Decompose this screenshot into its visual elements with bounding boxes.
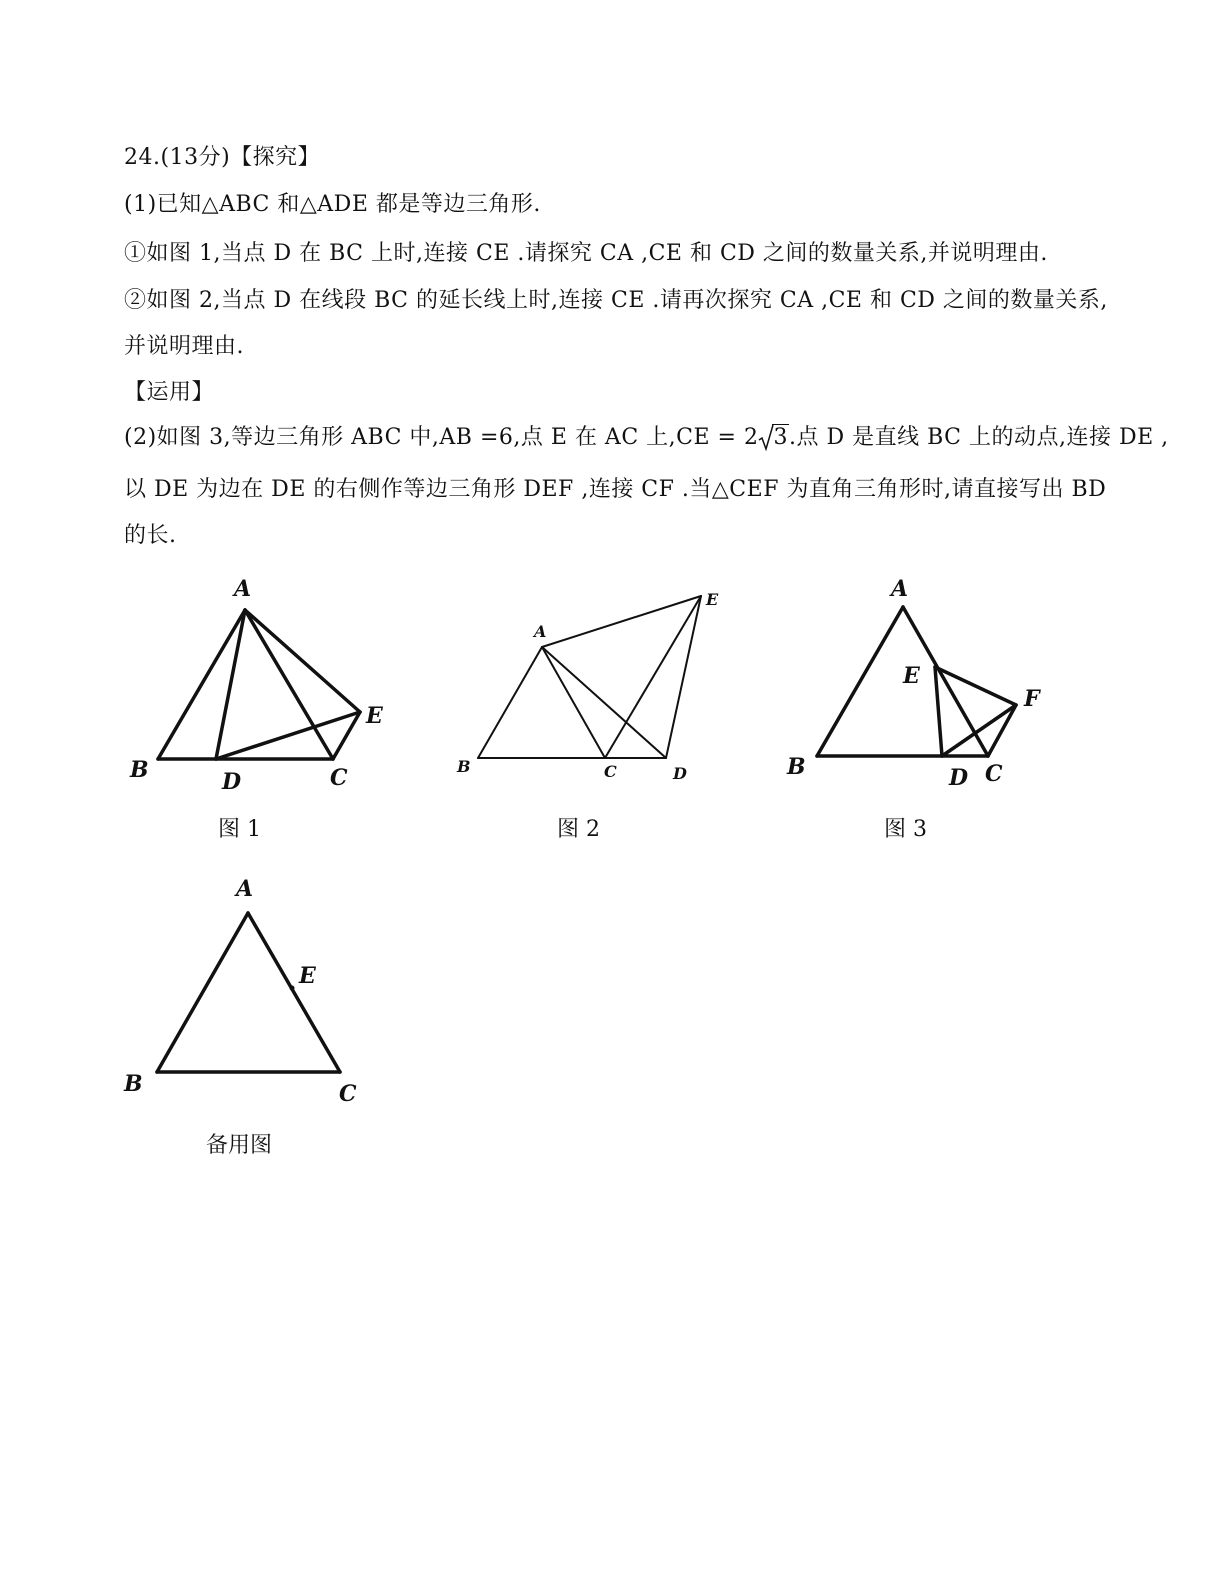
figure-2	[478, 596, 701, 758]
fig3-label-E: E	[903, 663, 920, 689]
part1-subquestion-1: ①如图 1,当点 D 在 BC 上时,连接 CE .请探究 CA ,CE 和 CD 之间的数量关系,并说明理由.	[124, 241, 1048, 266]
spare-label-B: B	[124, 1071, 143, 1097]
fig2-segment-CE	[605, 596, 701, 758]
fig3-label-C: C	[985, 761, 1003, 787]
part2-line1-before: (2)如图 3,等边三角形 ABC 中,AB =6,点 E 在 AC 上,CE = 2	[124, 425, 759, 450]
fig2-segment-AB	[478, 647, 542, 758]
fig2-label-B: B	[457, 757, 471, 776]
spare-segment-AC	[248, 913, 340, 1072]
spare-label-A: A	[236, 876, 254, 902]
part1-statement: (1)已知△ABC 和△ADE 都是等边三角形.	[124, 192, 541, 217]
part2-line2: 以 DE 为边在 DE 的右侧作等边三角形 DEF ,连接 CF .当△CEF 为直角三角形时,请直接写出 BD	[124, 477, 1107, 502]
sqrt-radicand: 3	[773, 425, 788, 450]
fig3-segment-AB	[817, 607, 903, 756]
problem-header: 24.(13分)【探究】	[124, 145, 321, 170]
fig2-segment-DE	[666, 596, 701, 758]
fig3-label-F: F	[1024, 686, 1040, 712]
fig3-segment-DF	[942, 705, 1016, 756]
fig2-label-D: D	[673, 764, 687, 783]
spare-segment-AB	[157, 913, 248, 1072]
fig3-label-D: D	[949, 765, 969, 791]
fig1-label-B: B	[130, 757, 149, 783]
fig3-segment-DE	[935, 667, 942, 756]
part2-line1-after: .点 D 是直线 BC 上的动点,连接 DE ,	[788, 425, 1169, 450]
fig1-label-D: D	[222, 769, 242, 795]
fig3-caption: 图 3	[884, 817, 927, 842]
fig3-label-B: B	[787, 754, 806, 780]
part1-subquestion-2-line1: ②如图 2,当点 D 在线段 BC 的延长线上时,连接 CE .请再次探究 CA ,CE 和 CD 之间的数量关系,	[124, 288, 1108, 313]
part1-subquestion-2-line2: 并说明理由.	[124, 334, 244, 359]
fig1-segment-AE	[245, 610, 360, 712]
spare-caption: 备用图	[206, 1133, 273, 1158]
spare-label-C: C	[339, 1081, 357, 1107]
fig2-label-E: E	[706, 590, 719, 609]
spare-point-E	[290, 986, 295, 991]
fig3-label-A: A	[891, 576, 909, 602]
fig2-caption: 图 2	[557, 817, 600, 842]
fig2-segment-AE	[542, 596, 701, 647]
fig1-label-C: C	[330, 765, 348, 791]
fig1-label-E: E	[366, 703, 383, 729]
fig1-caption: 图 1	[218, 817, 261, 842]
spare-figure	[157, 913, 340, 1072]
spare-label-E: E	[299, 963, 316, 989]
fig2-label-C: C	[604, 762, 617, 781]
fig2-segment-AD	[542, 647, 666, 758]
fig1-label-A: A	[234, 576, 252, 602]
fig2-label-A: A	[534, 622, 547, 641]
part2-line3: 的长.	[124, 523, 177, 548]
section-application-heading: 【运用】	[124, 380, 215, 405]
figure-1	[158, 610, 360, 759]
fig2-segment-AC	[542, 647, 605, 758]
